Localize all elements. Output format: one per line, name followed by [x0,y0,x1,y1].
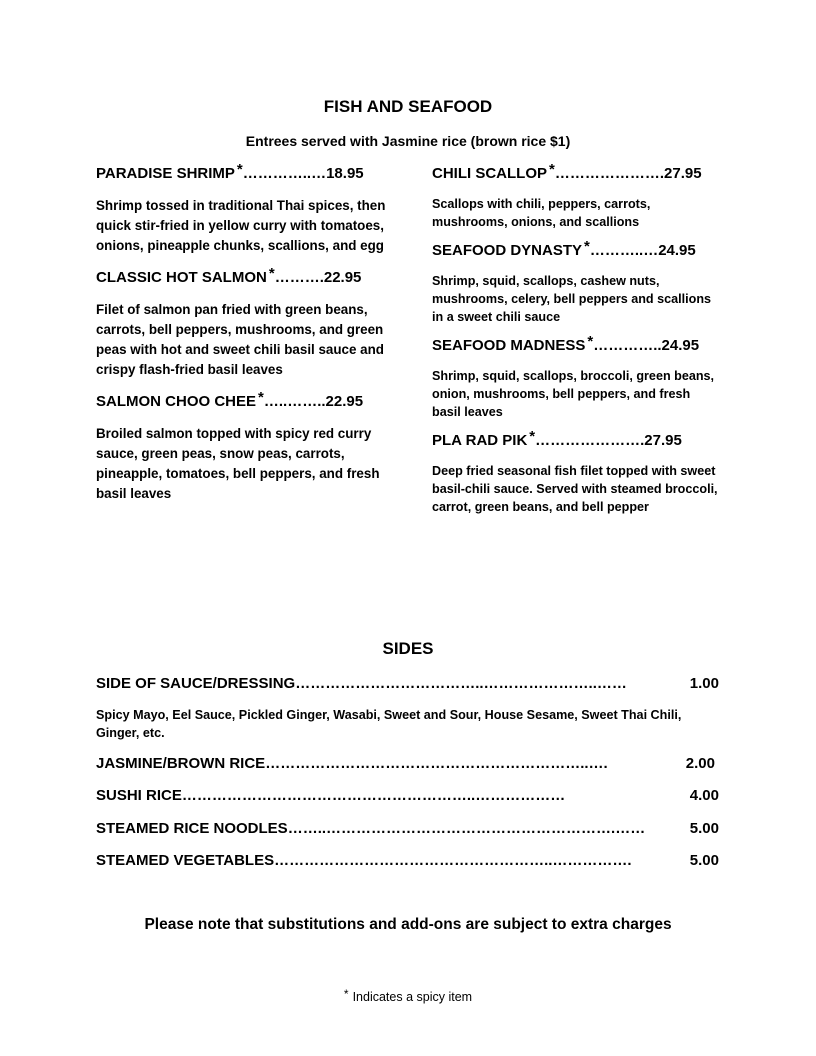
menu-item-heading [96,161,396,183]
charges-note: Please note that substitutions and add-ons are subject to extra charges [144,916,672,933]
spicy-star-icon: * [549,161,555,178]
dot-leader: …..…….. [263,393,326,410]
dot-leader: ………..… [589,242,659,259]
spicy-star-icon: * [529,428,536,445]
menu-item [432,161,724,231]
menu-item [96,161,396,256]
menu-item-name: PARADISE SHRIMP [96,165,235,182]
sides-item [96,852,719,870]
dot-leader: ………….. [593,337,662,354]
menu-item [432,238,724,326]
dot-leader: ………………………………………………………..…. [265,755,608,772]
spicy-star-icon: * [587,333,594,350]
menu-item-description: Deep fried seasonal fish filet topped with sweet basil-chili sauce. Served with steamed broccoli, carrot, green beans, and bell pepper [432,464,718,514]
menu-column-right [432,161,724,527]
sides-item-name: JASMINE/BROWN RICE [96,755,266,772]
sides-item-price: 1.00 [689,675,719,692]
sides-item [96,675,719,693]
sides-item [96,787,719,805]
sides-item-name: SUSHI RICE [96,787,182,804]
menu-item-price: 18.95 [326,165,364,182]
menu-item-description: Shrimp, squid, scallops, cashew nuts, mushrooms, celery, bell peppers and scallions in a sweet chili sauce [432,274,712,324]
menu-item-description: Shrimp tossed in traditional Thai spices, then quick stir-fried in yellow curry with tomatoes, onions, pineapple chunks, scallions, and egg [96,198,386,253]
menu-item-name: SEAFOOD MADNESS [432,337,586,354]
menu-item-name: PLA RAD PIK [432,432,528,449]
menu-item [432,333,724,421]
section-subtitle: Entrees served with Jasmine rice (brown rice $1) [245,133,571,149]
sides-item-price: 4.00 [689,787,719,804]
sides-item [96,755,719,773]
menu-item-price: 22.95 [325,393,364,410]
menu-item [96,389,396,504]
menu-item-description: Filet of salmon pan fried with green beans, carrots, bell peppers, mushrooms, and green peas with hot and sweet chili basil sauce and crispy flash-fried basil leaves [96,302,384,377]
dot-leader: ………………………………………………..……………. [274,852,632,869]
menu-item [96,265,396,380]
menu-column-left [96,161,396,517]
footnote-text: Indicates a spicy item [352,990,473,1004]
menu-item-price: 27.95 [644,432,682,449]
menu-item-description: Broiled salmon topped with spicy red curry sauce, green peas, snow peas, carrots, pineapple, tomatoes, bell peppers, and fresh basil leaves [96,426,380,501]
dot-leader: …………………. [535,432,645,449]
sides-item [96,820,719,838]
menu-item-name: CLASSIC HOT SALMON [96,269,267,286]
sides-item-price: 2.00 [685,755,715,772]
menu-item-price: 24.95 [658,242,696,259]
dot-leader: …………..… [242,165,327,182]
sides-item-description: Spicy Mayo, Eel Sauce, Pickled Ginger, Wasabi, Sweet and Sour, House Sesame, Sweet Thai Chili, Ginger, etc. [96,708,682,740]
dot-leader: ………. [274,269,324,286]
sides-item-price: 5.00 [689,820,719,837]
dot-leader: …………………. [554,165,665,182]
menu-item [432,428,724,516]
menu-item-price: 24.95 [661,337,700,354]
dot-leader: ………………………………..…………………..…… [295,675,627,692]
menu-item-name: SEAFOOD DYNASTY [432,242,583,259]
sides-item-name: SIDE OF SAUCE/DRESSING [96,675,296,692]
dot-leader: ……..………………………………………………….…… [287,820,646,837]
spicy-star-icon: * [258,389,264,406]
menu-item-heading [432,238,724,260]
menu-item-price: 27.95 [664,165,702,182]
menu-item-description: Shrimp, squid, scallops, broccoli, green beans, onion, mushrooms, bell peppers, and fresh basil leaves [432,369,715,419]
spicy-star-icon: * [268,265,275,282]
menu-item-heading [432,333,724,355]
menu-item-heading [96,265,396,287]
menu-item-heading [96,389,396,411]
menu-item-heading [432,428,724,450]
spicy-star-icon: * [236,161,243,178]
menu-item-price: 22.95 [323,269,362,286]
sides-item-price: 5.00 [689,852,719,869]
section-title-sides: SIDES [382,639,434,658]
menu-item-name: SALMON CHOO CHEE [96,393,257,410]
spicy-footnote [0,987,816,1004]
menu-item-name: CHILI SCALLOP [432,165,547,182]
dot-leader: …………………………………………………..……………… [181,787,566,804]
menu-item-heading [432,161,724,183]
sides-item-name: STEAMED VEGETABLES [96,852,275,869]
spicy-star-icon: * [584,238,590,255]
menu-item-description: Scallops with chili, peppers, carrots, mushrooms, onions, and scallions [432,197,651,229]
sides-item-name: STEAMED RICE NOODLES [96,820,288,837]
section-title-fish-and-seafood: FISH AND SEAFOOD [323,97,493,116]
spicy-star-icon: * [343,987,349,1001]
